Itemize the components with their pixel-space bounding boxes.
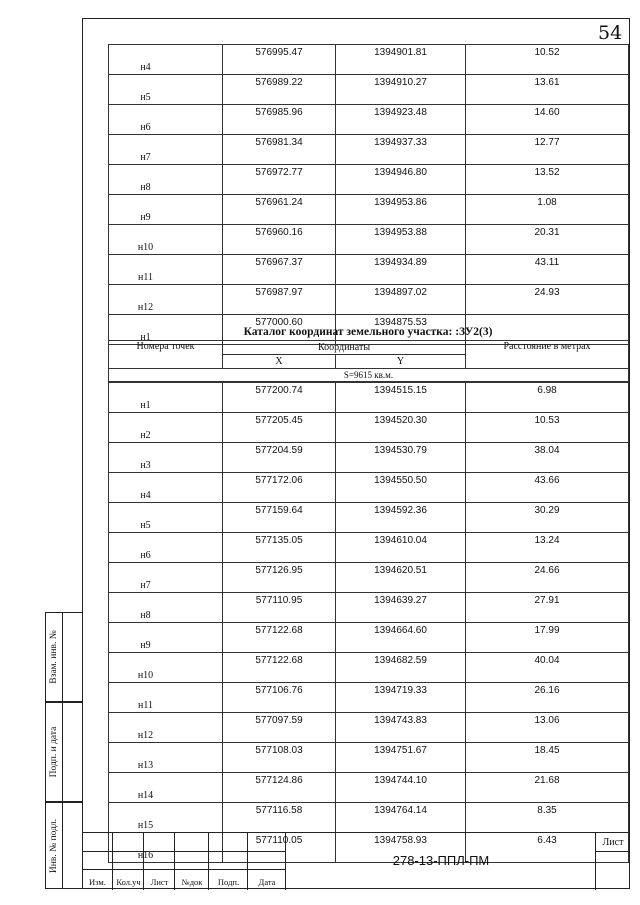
y-cell: 1394664.60 bbox=[336, 623, 466, 653]
table-row bbox=[109, 533, 629, 563]
header-x: X bbox=[223, 355, 336, 369]
x-cell: 577110.95 bbox=[223, 593, 336, 623]
y-cell: 1394592.36 bbox=[336, 503, 466, 533]
point-cell: н11 bbox=[109, 683, 223, 713]
x-cell: 577126.95 bbox=[223, 563, 336, 593]
y-cell: 1394758.93 bbox=[336, 833, 466, 863]
point-cell: н1 bbox=[109, 315, 223, 345]
y-cell: 1394910.27 bbox=[336, 75, 466, 105]
y-cell: 1394923.48 bbox=[336, 105, 466, 135]
distance-cell: 13.06 bbox=[466, 713, 629, 743]
title-block bbox=[82, 832, 630, 890]
point-cell: н10 bbox=[109, 653, 223, 683]
y-cell: 1394530.79 bbox=[336, 443, 466, 473]
header-y: Y bbox=[336, 355, 466, 369]
y-cell: 1394764.14 bbox=[336, 803, 466, 833]
catalog-title: Каталог координат земельного участка: :ЗУ2(3) bbox=[243, 326, 493, 338]
x-cell: 577000.60 bbox=[223, 315, 336, 345]
x-cell: 576972.77 bbox=[223, 165, 336, 195]
stamp-data: Дата bbox=[258, 877, 276, 887]
side-label-podp-data: Подп. и дата bbox=[49, 726, 59, 778]
y-cell: 1394946.80 bbox=[336, 165, 466, 195]
point-cell: н9 bbox=[109, 195, 223, 225]
x-cell: 576960.16 bbox=[223, 225, 336, 255]
x-cell: 577159.64 bbox=[223, 503, 336, 533]
y-cell: 1394515.15 bbox=[336, 383, 466, 413]
distance-cell: 40.04 bbox=[466, 653, 629, 683]
x-cell: 577110.05 bbox=[223, 833, 336, 863]
distance-cell: 1.08 bbox=[466, 195, 629, 225]
x-cell: 577108.03 bbox=[223, 743, 336, 773]
y-cell: 1394751.67 bbox=[336, 743, 466, 773]
distance-cell: 6.43 bbox=[466, 833, 629, 863]
x-cell: 577116.58 bbox=[223, 803, 336, 833]
y-cell: 1394743.83 bbox=[336, 713, 466, 743]
stamp-list: Лист bbox=[150, 877, 169, 887]
y-cell: 1394550.50 bbox=[336, 473, 466, 503]
distance-cell: 13.52 bbox=[466, 165, 629, 195]
table-row bbox=[109, 563, 629, 593]
y-cell: 1394875.53 bbox=[336, 315, 466, 345]
coordinates-table-2 bbox=[108, 382, 629, 863]
point-cell: н4 bbox=[109, 45, 223, 75]
distance-cell: 26.16 bbox=[466, 683, 629, 713]
table-row bbox=[109, 383, 629, 413]
table-row bbox=[109, 503, 629, 533]
distance-cell: 6.98 bbox=[466, 383, 629, 413]
distance-cell: 24.66 bbox=[466, 563, 629, 593]
catalog-header bbox=[108, 340, 629, 382]
distance-cell: 12.77 bbox=[466, 135, 629, 165]
y-cell: 1394744.10 bbox=[336, 773, 466, 803]
point-cell: н7 bbox=[109, 563, 223, 593]
table-row bbox=[109, 165, 629, 195]
y-cell: 1394953.86 bbox=[336, 195, 466, 225]
distance-cell: 17.99 bbox=[466, 623, 629, 653]
y-cell: 1394901.81 bbox=[336, 45, 466, 75]
distance-cell: 14.60 bbox=[466, 105, 629, 135]
x-cell: 577122.68 bbox=[223, 623, 336, 653]
stamp-podp: Подп. bbox=[217, 877, 240, 887]
x-cell: 577135.05 bbox=[223, 533, 336, 563]
header-points: Номера точек bbox=[109, 341, 223, 369]
x-cell: 577097.59 bbox=[223, 713, 336, 743]
x-cell: 577204.59 bbox=[223, 443, 336, 473]
y-cell: 1394897.02 bbox=[336, 285, 466, 315]
distance-cell: 21.68 bbox=[466, 773, 629, 803]
distance-cell: 8.35 bbox=[466, 803, 629, 833]
point-cell: н7 bbox=[109, 135, 223, 165]
distance-cell: 20.31 bbox=[466, 225, 629, 255]
area-row: S=9615 кв.м. bbox=[109, 369, 629, 382]
table-row bbox=[109, 225, 629, 255]
point-cell: н8 bbox=[109, 165, 223, 195]
y-cell: 1394934.89 bbox=[336, 255, 466, 285]
x-cell: 577122.68 bbox=[223, 653, 336, 683]
table-row bbox=[109, 773, 629, 803]
table-row bbox=[109, 285, 629, 315]
stamp-kol-uch: Кол.уч bbox=[116, 877, 141, 887]
y-cell: 1394719.33 bbox=[336, 683, 466, 713]
table-row bbox=[109, 623, 629, 653]
table-row bbox=[109, 195, 629, 225]
table-row bbox=[109, 653, 629, 683]
point-cell: н14 bbox=[109, 773, 223, 803]
x-cell: 576981.34 bbox=[223, 135, 336, 165]
y-cell: 1394937.33 bbox=[336, 135, 466, 165]
point-cell: н16 bbox=[109, 833, 223, 863]
distance-cell: 27.91 bbox=[466, 593, 629, 623]
distance-cell: 10.52 bbox=[466, 45, 629, 75]
side-label-inv-podl: Инв. № подл. bbox=[49, 818, 59, 873]
side-block-vzam bbox=[45, 612, 83, 702]
table-row bbox=[109, 75, 629, 105]
distance-cell: 18.45 bbox=[466, 743, 629, 773]
x-cell: 576995.47 bbox=[223, 45, 336, 75]
point-cell: н15 bbox=[109, 803, 223, 833]
x-cell: 576961.24 bbox=[223, 195, 336, 225]
point-cell: н3 bbox=[109, 443, 223, 473]
side-label-vzam: Взам. инв. № bbox=[49, 630, 59, 684]
point-cell: н4 bbox=[109, 473, 223, 503]
distance-cell: 24.93 bbox=[466, 285, 629, 315]
x-cell: 577124.86 bbox=[223, 773, 336, 803]
side-block-podp bbox=[45, 702, 83, 802]
x-cell: 577106.76 bbox=[223, 683, 336, 713]
stamp-sheet-label: Лист bbox=[602, 837, 624, 848]
side-block-inv bbox=[45, 802, 83, 889]
point-cell: н8 bbox=[109, 593, 223, 623]
x-cell: 577200.74 bbox=[223, 383, 336, 413]
table-row bbox=[109, 105, 629, 135]
point-cell: н12 bbox=[109, 713, 223, 743]
table-row bbox=[109, 473, 629, 503]
table-row bbox=[109, 255, 629, 285]
y-cell: 1394620.51 bbox=[336, 563, 466, 593]
document-code: 278-13-ППЛ-ПМ bbox=[392, 853, 490, 868]
distance-cell: 13.61 bbox=[466, 75, 629, 105]
point-cell: н13 bbox=[109, 743, 223, 773]
page-number: 54 bbox=[598, 22, 623, 44]
point-cell: н6 bbox=[109, 533, 223, 563]
y-cell: 1394639.27 bbox=[336, 593, 466, 623]
table-row bbox=[109, 413, 629, 443]
point-cell: н1 bbox=[109, 383, 223, 413]
point-cell: н10 bbox=[109, 225, 223, 255]
table-row bbox=[109, 803, 629, 833]
point-cell: н5 bbox=[109, 75, 223, 105]
point-cell: н6 bbox=[109, 105, 223, 135]
stamp-ndok: №док bbox=[181, 877, 203, 887]
distance-cell: 43.66 bbox=[466, 473, 629, 503]
x-cell: 576987.97 bbox=[223, 285, 336, 315]
x-cell: 576989.22 bbox=[223, 75, 336, 105]
table-row bbox=[109, 743, 629, 773]
table-row bbox=[109, 683, 629, 713]
table-row bbox=[109, 593, 629, 623]
point-cell: н5 bbox=[109, 503, 223, 533]
point-cell: н11 bbox=[109, 255, 223, 285]
x-cell: 577172.06 bbox=[223, 473, 336, 503]
x-cell: 577205.45 bbox=[223, 413, 336, 443]
stamp-izm: Изм. bbox=[89, 877, 106, 887]
y-cell: 1394953.88 bbox=[336, 225, 466, 255]
point-cell: н9 bbox=[109, 623, 223, 653]
table-row bbox=[109, 443, 629, 473]
point-cell: н2 bbox=[109, 413, 223, 443]
distance-cell: 13.24 bbox=[466, 533, 629, 563]
y-cell: 1394520.30 bbox=[336, 413, 466, 443]
distance-cell: 38.04 bbox=[466, 443, 629, 473]
table-row bbox=[109, 713, 629, 743]
table-row bbox=[109, 135, 629, 165]
y-cell: 1394610.04 bbox=[336, 533, 466, 563]
header-distance: Расстояние в метрах bbox=[466, 341, 629, 369]
y-cell: 1394682.59 bbox=[336, 653, 466, 683]
table-row bbox=[109, 45, 629, 75]
x-cell: 576967.37 bbox=[223, 255, 336, 285]
distance-cell: 43.11 bbox=[466, 255, 629, 285]
distance-cell: 30.29 bbox=[466, 503, 629, 533]
coordinates-table-1 bbox=[108, 44, 629, 345]
header-coordinates: Координаты bbox=[223, 341, 466, 355]
distance-cell: 10.53 bbox=[466, 413, 629, 443]
x-cell: 576985.96 bbox=[223, 105, 336, 135]
point-cell: н12 bbox=[109, 285, 223, 315]
